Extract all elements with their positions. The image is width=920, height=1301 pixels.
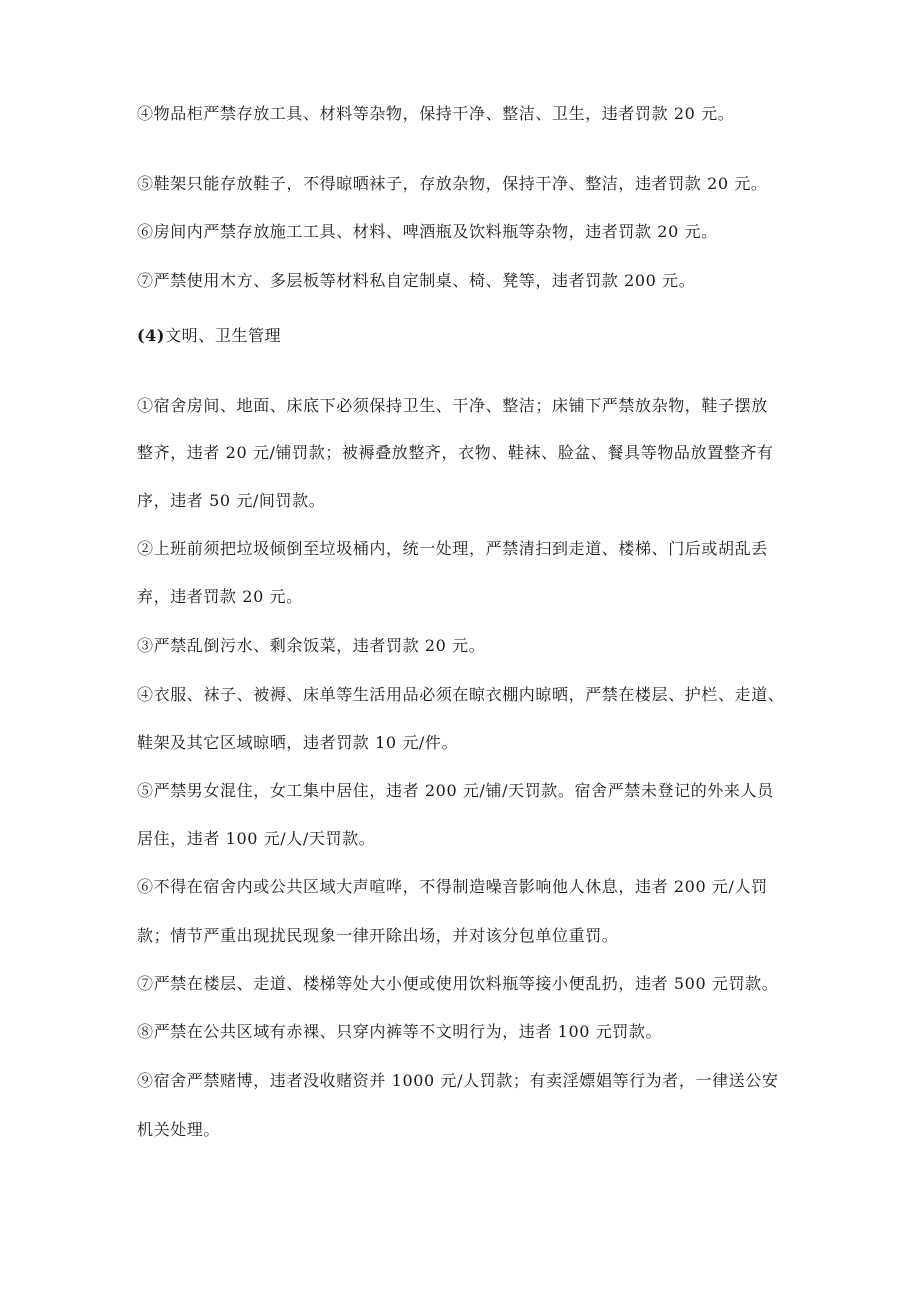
rule-item-4: ④物品柜严禁存放工具、材料等杂物，保持干净、整洁、卫生，违者罚款 20 元。 — [137, 104, 735, 123]
hygiene-rule-9-line-1: ⑨宿舍严禁赌博，违者没收赌资并 1000 元/人罚款；有卖淫嫖娼等行为者，一律送公安 — [137, 1071, 779, 1090]
hygiene-rule-2-line-2: 弃，违者罚款 20 元。 — [137, 587, 303, 606]
hygiene-rule-1-line-1: ①宿舍房间、地面、床底下必须保持卫生、干净、整洁；床铺下严禁放杂物，鞋子摆放 — [137, 396, 768, 415]
hygiene-rule-5-line-2: 居住，违者 100 元/人/天罚款。 — [137, 829, 376, 848]
hygiene-rule-1-line-3: 序，违者 50 元/间罚款。 — [137, 491, 326, 510]
section-heading — [137, 326, 281, 346]
hygiene-rule-3: ③严禁乱倒污水、剩余饭菜，违者罚款 20 元。 — [137, 636, 486, 655]
section-number: (4) — [137, 326, 166, 345]
hygiene-rule-2-line-1: ②上班前须把垃圾倾倒至垃圾桶内，统一处理，严禁清扫到走道、楼梯、门后或胡乱丢 — [137, 539, 768, 558]
hygiene-rule-9-line-2: 机关处理。 — [137, 1120, 221, 1139]
hygiene-rule-1-line-2: 整齐，违者 20 元/铺罚款；被褥叠放整齐，衣物、鞋袜、脸盆、餐具等物品放置整齐有 — [137, 443, 774, 462]
rule-item-7: ⑦严禁使用木方、多层板等材料私自定制桌、椅、凳等，违者罚款 200 元。 — [137, 271, 696, 290]
hygiene-rule-8: ⑧严禁在公共区域有赤裸、只穿内裤等不文明行为，违者 100 元罚款。 — [137, 1022, 663, 1041]
rule-item-5: ⑤鞋架只能存放鞋子，不得晾晒袜子，存放杂物，保持干净、整洁，违者罚款 20 元。 — [137, 174, 768, 193]
hygiene-rule-6-line-2: 款；情节严重出现扰民现象一律开除出场，并对该分包单位重罚。 — [137, 926, 619, 945]
hygiene-rule-5-line-1: ⑤严禁男女混住，女工集中居住，违者 200 元/铺/天罚款。宿舍严禁未登记的外来人员 — [137, 781, 774, 800]
hygiene-rule-4-line-2: 鞋架及其它区域晾晒，违者罚款 10 元/件。 — [137, 733, 459, 752]
section-title: 文明、卫生管理 — [165, 326, 282, 345]
rule-item-6: ⑥房间内严禁存放施工工具、材料、啤酒瓶及饮料瓶等杂物，违者罚款 20 元。 — [137, 222, 718, 241]
hygiene-rule-4-line-1: ④衣服、袜子、被褥、床单等生活用品必须在晾衣棚内晾晒，严禁在楼层、护栏、走道、 — [137, 685, 785, 704]
hygiene-rule-6-line-1: ⑥不得在宿舍内或公共区域大声喧哗，不得制造噪音影响他人休息，违者 200 元/人罚 — [137, 877, 768, 896]
hygiene-rule-7: ⑦严禁在楼层、走道、楼梯等处大小便或使用饮料瓶等接小便乱扔，违者 500 元罚款。 — [137, 974, 779, 993]
